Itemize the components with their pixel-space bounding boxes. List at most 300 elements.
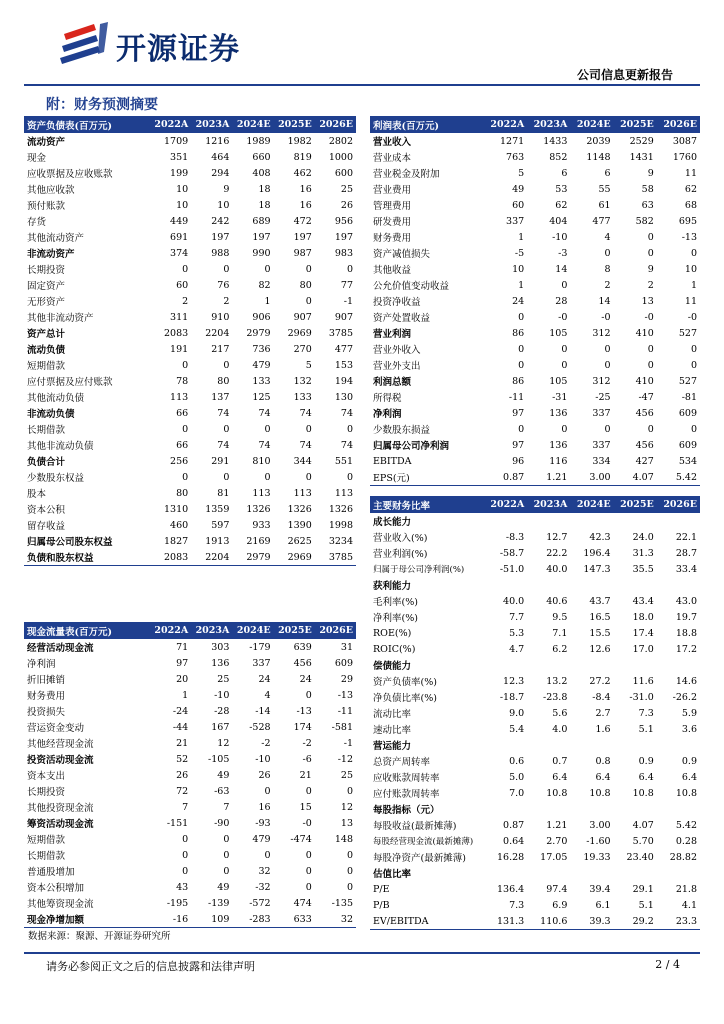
row-label: 资本公积增加	[27, 883, 85, 894]
cell-value: 1827	[164, 535, 189, 547]
cell-value: 12.6	[589, 643, 611, 655]
table-row	[370, 913, 700, 930]
table-row	[370, 753, 700, 769]
year-header: 2024E	[570, 496, 613, 513]
row-label: 财务费用	[27, 691, 66, 702]
table-row	[24, 181, 356, 197]
cell-value: 31	[340, 641, 353, 653]
cell-value: 990	[252, 247, 271, 259]
table-row	[370, 513, 700, 529]
cell-value: 5.4	[509, 723, 525, 735]
cell-value: 907	[334, 311, 353, 323]
cell-value: 2083	[150, 549, 191, 566]
table-row	[24, 735, 356, 751]
table-header-row	[370, 116, 700, 133]
cell-value: 1216	[205, 135, 230, 147]
table-row	[370, 721, 700, 737]
cell-value: 6.4	[595, 771, 611, 783]
cell-value: 477	[592, 215, 611, 227]
cell-value: 534	[678, 455, 697, 467]
row-label: 其他投资现金流	[27, 803, 94, 814]
cell-value: 137	[211, 391, 230, 403]
row-label: 预付账款	[27, 201, 66, 212]
cell-value: 0	[264, 849, 271, 861]
cell-value: 477	[334, 343, 353, 355]
table-row	[24, 895, 356, 911]
table-row	[370, 133, 700, 149]
cell-value: 4.0	[552, 723, 568, 735]
cell-value: 1913	[205, 535, 230, 547]
cell-value: 74	[299, 407, 312, 419]
cell-value: 472	[293, 215, 312, 227]
cell-value: -25	[595, 391, 611, 403]
cell-value: 0	[561, 343, 568, 355]
cell-value: 0	[305, 689, 312, 701]
table-row	[24, 719, 356, 735]
row-label: 每股净资产(最新摊薄)	[373, 853, 466, 864]
table-row	[24, 831, 356, 847]
cell-value	[527, 657, 570, 673]
cell-value: -195	[166, 897, 189, 909]
table-row	[24, 549, 356, 566]
cell-value: -93	[255, 817, 271, 829]
cell-value: 270	[293, 343, 312, 355]
table-row	[370, 801, 700, 817]
row-label: 获利能力	[373, 581, 412, 592]
footer-divider	[24, 952, 700, 954]
cell-value: 18.0	[632, 611, 654, 623]
cell-value: 113	[293, 487, 312, 499]
cell-value: -11	[337, 705, 353, 717]
cell-value: 43	[176, 881, 189, 893]
cell-value: 0	[182, 263, 189, 275]
cell-value: -24	[172, 705, 189, 717]
cell-value: 24	[258, 673, 271, 685]
cell-value: 31.3	[632, 547, 654, 559]
cell-value: -10	[214, 689, 230, 701]
row-label: 所得税	[373, 393, 402, 404]
row-label: 归属母公司股东权益	[27, 537, 113, 548]
cell-value	[484, 513, 527, 529]
cell-value	[614, 657, 657, 673]
cell-value: 3.00	[570, 469, 613, 486]
cell-value: 0.8	[595, 755, 611, 767]
table-row	[24, 309, 356, 325]
cell-value: 2204	[191, 549, 232, 566]
cell-value: 1390	[287, 519, 312, 531]
cell-value: 0	[346, 785, 353, 797]
cell-value: 32	[258, 865, 271, 877]
table-row	[24, 703, 356, 719]
cell-value: 474	[293, 897, 312, 909]
cell-value: 2039	[586, 135, 611, 147]
cell-value: -0	[302, 817, 312, 829]
cell-value: 0	[305, 881, 312, 893]
cell-value: 3.6	[681, 723, 697, 735]
cell-value: 0	[346, 263, 353, 275]
cell-value: 29	[340, 673, 353, 685]
cell-value: 0	[182, 833, 189, 845]
row-label: 资产处置收益	[373, 313, 431, 324]
cell-value: 609	[678, 407, 697, 419]
cell-value: 197	[211, 231, 230, 243]
row-label: P/E	[373, 883, 390, 895]
cell-value: 49	[217, 881, 230, 893]
year-header: 2025E	[274, 116, 315, 133]
cell-value: 10	[176, 199, 189, 211]
cell-value: 12.7	[546, 531, 568, 543]
cell-value: 1310	[164, 503, 189, 515]
cell-value: -81	[681, 391, 697, 403]
cell-value	[527, 801, 570, 817]
cell-value: 689	[252, 215, 271, 227]
cell-value: 0	[182, 849, 189, 861]
row-label: 资产减值损失	[373, 249, 431, 260]
cell-value: 2083	[164, 327, 189, 339]
cell-value: 1	[518, 231, 525, 243]
cell-value: -179	[249, 641, 271, 653]
cell-value: 609	[334, 657, 353, 669]
cell-value: 1.6	[595, 723, 611, 735]
row-label: 应收账款周转率	[373, 773, 440, 784]
table-row	[24, 197, 356, 213]
row-label: 投资损失	[27, 707, 66, 718]
cell-value: -32	[255, 881, 271, 893]
cell-value: 5.3	[509, 627, 525, 639]
cell-value: 0	[264, 263, 271, 275]
row-label: 营运资金变动	[27, 723, 85, 734]
row-label: 短期借款	[27, 361, 66, 372]
cell-value: -23.8	[543, 691, 568, 703]
cell-value: 25	[217, 673, 230, 685]
year-header: 2023A	[527, 496, 570, 513]
row-label: 长期投资	[27, 265, 66, 276]
row-label: 应付票据及应付账款	[27, 377, 113, 388]
table-row	[24, 639, 356, 655]
cell-value: 28.7	[675, 547, 697, 559]
cell-value: 28.82	[669, 851, 697, 863]
cell-value: 20	[176, 673, 189, 685]
cell-value: 0	[647, 247, 654, 259]
table-row	[370, 625, 700, 641]
table-row	[370, 421, 700, 437]
cell-value	[570, 513, 613, 529]
cell-value: 24.0	[632, 531, 654, 543]
table-row	[24, 165, 356, 181]
year-header: 2022A	[484, 496, 527, 513]
cell-value: -16	[150, 911, 191, 928]
row-label: 资产负债率(%)	[373, 677, 437, 688]
year-header: 2026E	[657, 496, 700, 513]
row-label: 营业外支出	[373, 361, 421, 372]
row-label: 流动比率	[373, 709, 412, 720]
row-label: 资本公积	[27, 505, 66, 516]
table-row	[370, 817, 700, 833]
table-row	[24, 469, 356, 485]
cell-value: 0	[223, 849, 230, 861]
table-header-row	[24, 622, 356, 639]
cell-value: 4	[604, 231, 611, 243]
row-label: ROIC(%)	[373, 643, 416, 655]
table-row	[370, 261, 700, 277]
cell-value: 9	[223, 183, 230, 195]
cell-value	[570, 801, 613, 817]
row-label: 其他经营现金流	[27, 739, 94, 750]
cell-value: 4.07	[632, 819, 654, 831]
cell-value: 136	[549, 439, 568, 451]
table-row	[370, 181, 700, 197]
cell-value: -581	[331, 721, 353, 733]
cell-value: 13.2	[546, 675, 568, 687]
row-label: 偿债能力	[373, 661, 412, 672]
row-label: 其他非流动负债	[27, 441, 94, 452]
cell-value: 17.4	[632, 627, 654, 639]
cell-value: 80	[217, 375, 230, 387]
cell-value: 16	[299, 199, 312, 211]
cell-value: 408	[252, 167, 271, 179]
cell-value: 132	[293, 375, 312, 387]
cell-value: 66	[176, 439, 189, 451]
cell-value: 136.4	[496, 883, 525, 895]
cell-value: 0.87	[503, 819, 525, 831]
cell-value: 217	[211, 343, 230, 355]
cell-value: 0	[223, 865, 230, 877]
cell-value	[527, 513, 570, 529]
row-label: 每股指标（元）	[373, 805, 440, 816]
row-label: 营业费用	[373, 185, 412, 196]
cell-value: -51.0	[499, 563, 525, 575]
year-header: 2025E	[614, 496, 657, 513]
cell-value: 74	[299, 439, 312, 451]
table-row	[24, 293, 356, 309]
row-label: 净利润	[27, 659, 56, 670]
cell-value: 32	[315, 911, 356, 928]
cell-value: 0	[182, 359, 189, 371]
cell-value: 74	[258, 407, 271, 419]
report-type: 公司信息更新报告	[576, 68, 673, 82]
row-label: 短期借款	[27, 835, 66, 846]
year-header: 2022A	[484, 116, 527, 133]
cell-value: 74	[340, 407, 353, 419]
cell-value: 62	[555, 199, 568, 211]
cell-value: 3234	[328, 535, 353, 547]
cell-value: 2204	[205, 327, 230, 339]
cell-value: 312	[592, 375, 611, 387]
table-row	[370, 373, 700, 389]
cell-value: 0.9	[638, 755, 654, 767]
cell-value: 0	[647, 423, 654, 435]
cell-value: 410	[635, 327, 654, 339]
cell-value: 21	[176, 737, 189, 749]
table-row	[370, 641, 700, 657]
cell-value: 25	[340, 769, 353, 781]
cell-value: 983	[334, 247, 353, 259]
cell-value: 10.8	[675, 787, 697, 799]
table-title: 利润表(百万元)	[370, 116, 484, 133]
cell-value: 0.9	[681, 755, 697, 767]
row-label: 其他收益	[373, 265, 412, 276]
cell-value: 7.7	[509, 611, 525, 623]
cell-value: 4.07	[614, 469, 657, 486]
cell-value: 5.6	[552, 707, 568, 719]
cell-value: 5.0	[509, 771, 525, 783]
cell-value: 63	[641, 199, 654, 211]
cell-value: 0	[182, 865, 189, 877]
cell-value: 53	[555, 183, 568, 195]
cell-value: 1431	[629, 151, 654, 163]
row-label: 营业税金及附加	[373, 169, 440, 180]
cell-value: 29.2	[614, 913, 657, 930]
table-row	[370, 405, 700, 421]
cell-value: 3.00	[589, 819, 611, 831]
cell-value: 460	[170, 519, 189, 531]
cell-value: 2802	[328, 135, 353, 147]
cell-value: 174	[293, 721, 312, 733]
cell-value: 0	[305, 865, 312, 877]
cell-value: -13	[296, 705, 312, 717]
table-row	[370, 593, 700, 609]
cell-value: 5.70	[632, 835, 654, 847]
year-header: 2025E	[274, 622, 315, 639]
cell-value: 582	[635, 215, 654, 227]
cell-value: 3087	[672, 135, 697, 147]
cell-value: 0.28	[675, 835, 697, 847]
row-label: 非流动资产	[27, 249, 75, 260]
cell-value: -3	[558, 247, 568, 259]
cell-value: 0	[647, 231, 654, 243]
cell-value: 40.0	[546, 563, 568, 575]
cell-value: 113	[170, 391, 189, 403]
cell-value: 153	[334, 359, 353, 371]
cell-value: 456	[635, 439, 654, 451]
row-label: 负债合计	[27, 457, 66, 468]
cell-value: 2.7	[595, 707, 611, 719]
cell-value: 16	[299, 183, 312, 195]
cell-value: 0	[647, 359, 654, 371]
cell-value	[657, 737, 700, 753]
cell-value: 956	[334, 215, 353, 227]
table-row	[24, 453, 356, 469]
cell-value: -47	[638, 391, 654, 403]
cell-value: 19.33	[583, 851, 611, 863]
cell-value: 52	[176, 753, 189, 765]
logo-text: 开源证券	[116, 32, 240, 67]
cell-value: 639	[293, 641, 312, 653]
year-header: 2023A	[527, 116, 570, 133]
row-label: 财务费用	[373, 233, 412, 244]
table-row	[24, 261, 356, 277]
cell-value: 6.1	[595, 899, 611, 911]
cell-value: -283	[232, 911, 273, 928]
cell-value: 0	[305, 785, 312, 797]
cell-value: 0	[518, 343, 525, 355]
cell-value: 16	[258, 801, 271, 813]
table-row	[24, 485, 356, 501]
row-label: 营业利润	[373, 329, 412, 340]
cell-value: 10	[512, 263, 525, 275]
cell-value: 763	[506, 151, 525, 163]
table-row	[24, 229, 356, 245]
row-label: 其他非流动资产	[27, 313, 94, 324]
table-row	[24, 213, 356, 229]
cell-value: 0	[604, 247, 611, 259]
cell-value: -0	[558, 311, 568, 323]
table-row	[24, 501, 356, 517]
cell-value: -1	[343, 295, 353, 307]
cell-value: 7	[182, 801, 189, 813]
row-label: 股本	[27, 489, 47, 500]
cell-value: 74	[258, 439, 271, 451]
cell-value: 1.21	[527, 469, 570, 486]
cell-value: 39.3	[570, 913, 613, 930]
cell-value: 10.8	[589, 787, 611, 799]
cell-value: 27.2	[589, 675, 611, 687]
year-header: 2022A	[150, 622, 191, 639]
cell-value: 0	[690, 423, 697, 435]
cell-value: -151	[166, 817, 189, 829]
cell-value: 479	[252, 833, 271, 845]
cell-value: 130	[334, 391, 353, 403]
cell-value: 1.21	[546, 819, 568, 831]
cell-value: 1	[690, 279, 697, 291]
cell-value: 5.1	[638, 899, 654, 911]
balance-sheet-table	[24, 116, 356, 566]
cell-value: 9.0	[509, 707, 525, 719]
cell-value: 0	[264, 471, 271, 483]
cell-value: 78	[176, 375, 189, 387]
cell-value: 49	[512, 183, 525, 195]
cell-value: 58	[641, 183, 654, 195]
cell-value: 907	[293, 311, 312, 323]
brand-logo	[60, 22, 240, 70]
cell-value: 2.70	[546, 835, 568, 847]
cell-value: 609	[678, 439, 697, 451]
table-title: 现金流量表(百万元)	[24, 622, 150, 639]
cell-value: 242	[211, 215, 230, 227]
cell-value: 35.5	[632, 563, 654, 575]
cell-value: -11	[508, 391, 525, 403]
table-row	[370, 293, 700, 309]
cell-value: 40.6	[546, 595, 568, 607]
table-row	[370, 309, 700, 325]
cell-value	[614, 737, 657, 753]
cell-value: 13	[641, 295, 654, 307]
page-number: 2 / 4	[655, 958, 680, 971]
table-row	[370, 673, 700, 689]
cell-value	[484, 657, 527, 673]
year-header: 2023A	[191, 116, 232, 133]
cell-value: 33.4	[675, 563, 697, 575]
cell-value: 4.7	[509, 643, 525, 655]
table-row	[24, 357, 356, 373]
table-row	[24, 863, 356, 879]
cell-value: -474	[290, 833, 312, 845]
cell-value: 7.3	[509, 899, 525, 911]
table-row	[370, 341, 700, 357]
cell-value	[657, 865, 700, 881]
cell-value: 852	[549, 151, 568, 163]
row-label: 营业成本	[373, 153, 412, 164]
row-label: 净负债比率(%)	[373, 693, 437, 704]
cell-value	[527, 865, 570, 881]
cell-value: 110.6	[527, 913, 570, 930]
cell-value: 82	[258, 279, 271, 291]
row-label: 其他流动资产	[27, 233, 85, 244]
table-row	[370, 389, 700, 405]
cell-value: -18.7	[499, 691, 525, 703]
table-row	[24, 533, 356, 549]
cell-value: 19.7	[675, 611, 697, 623]
